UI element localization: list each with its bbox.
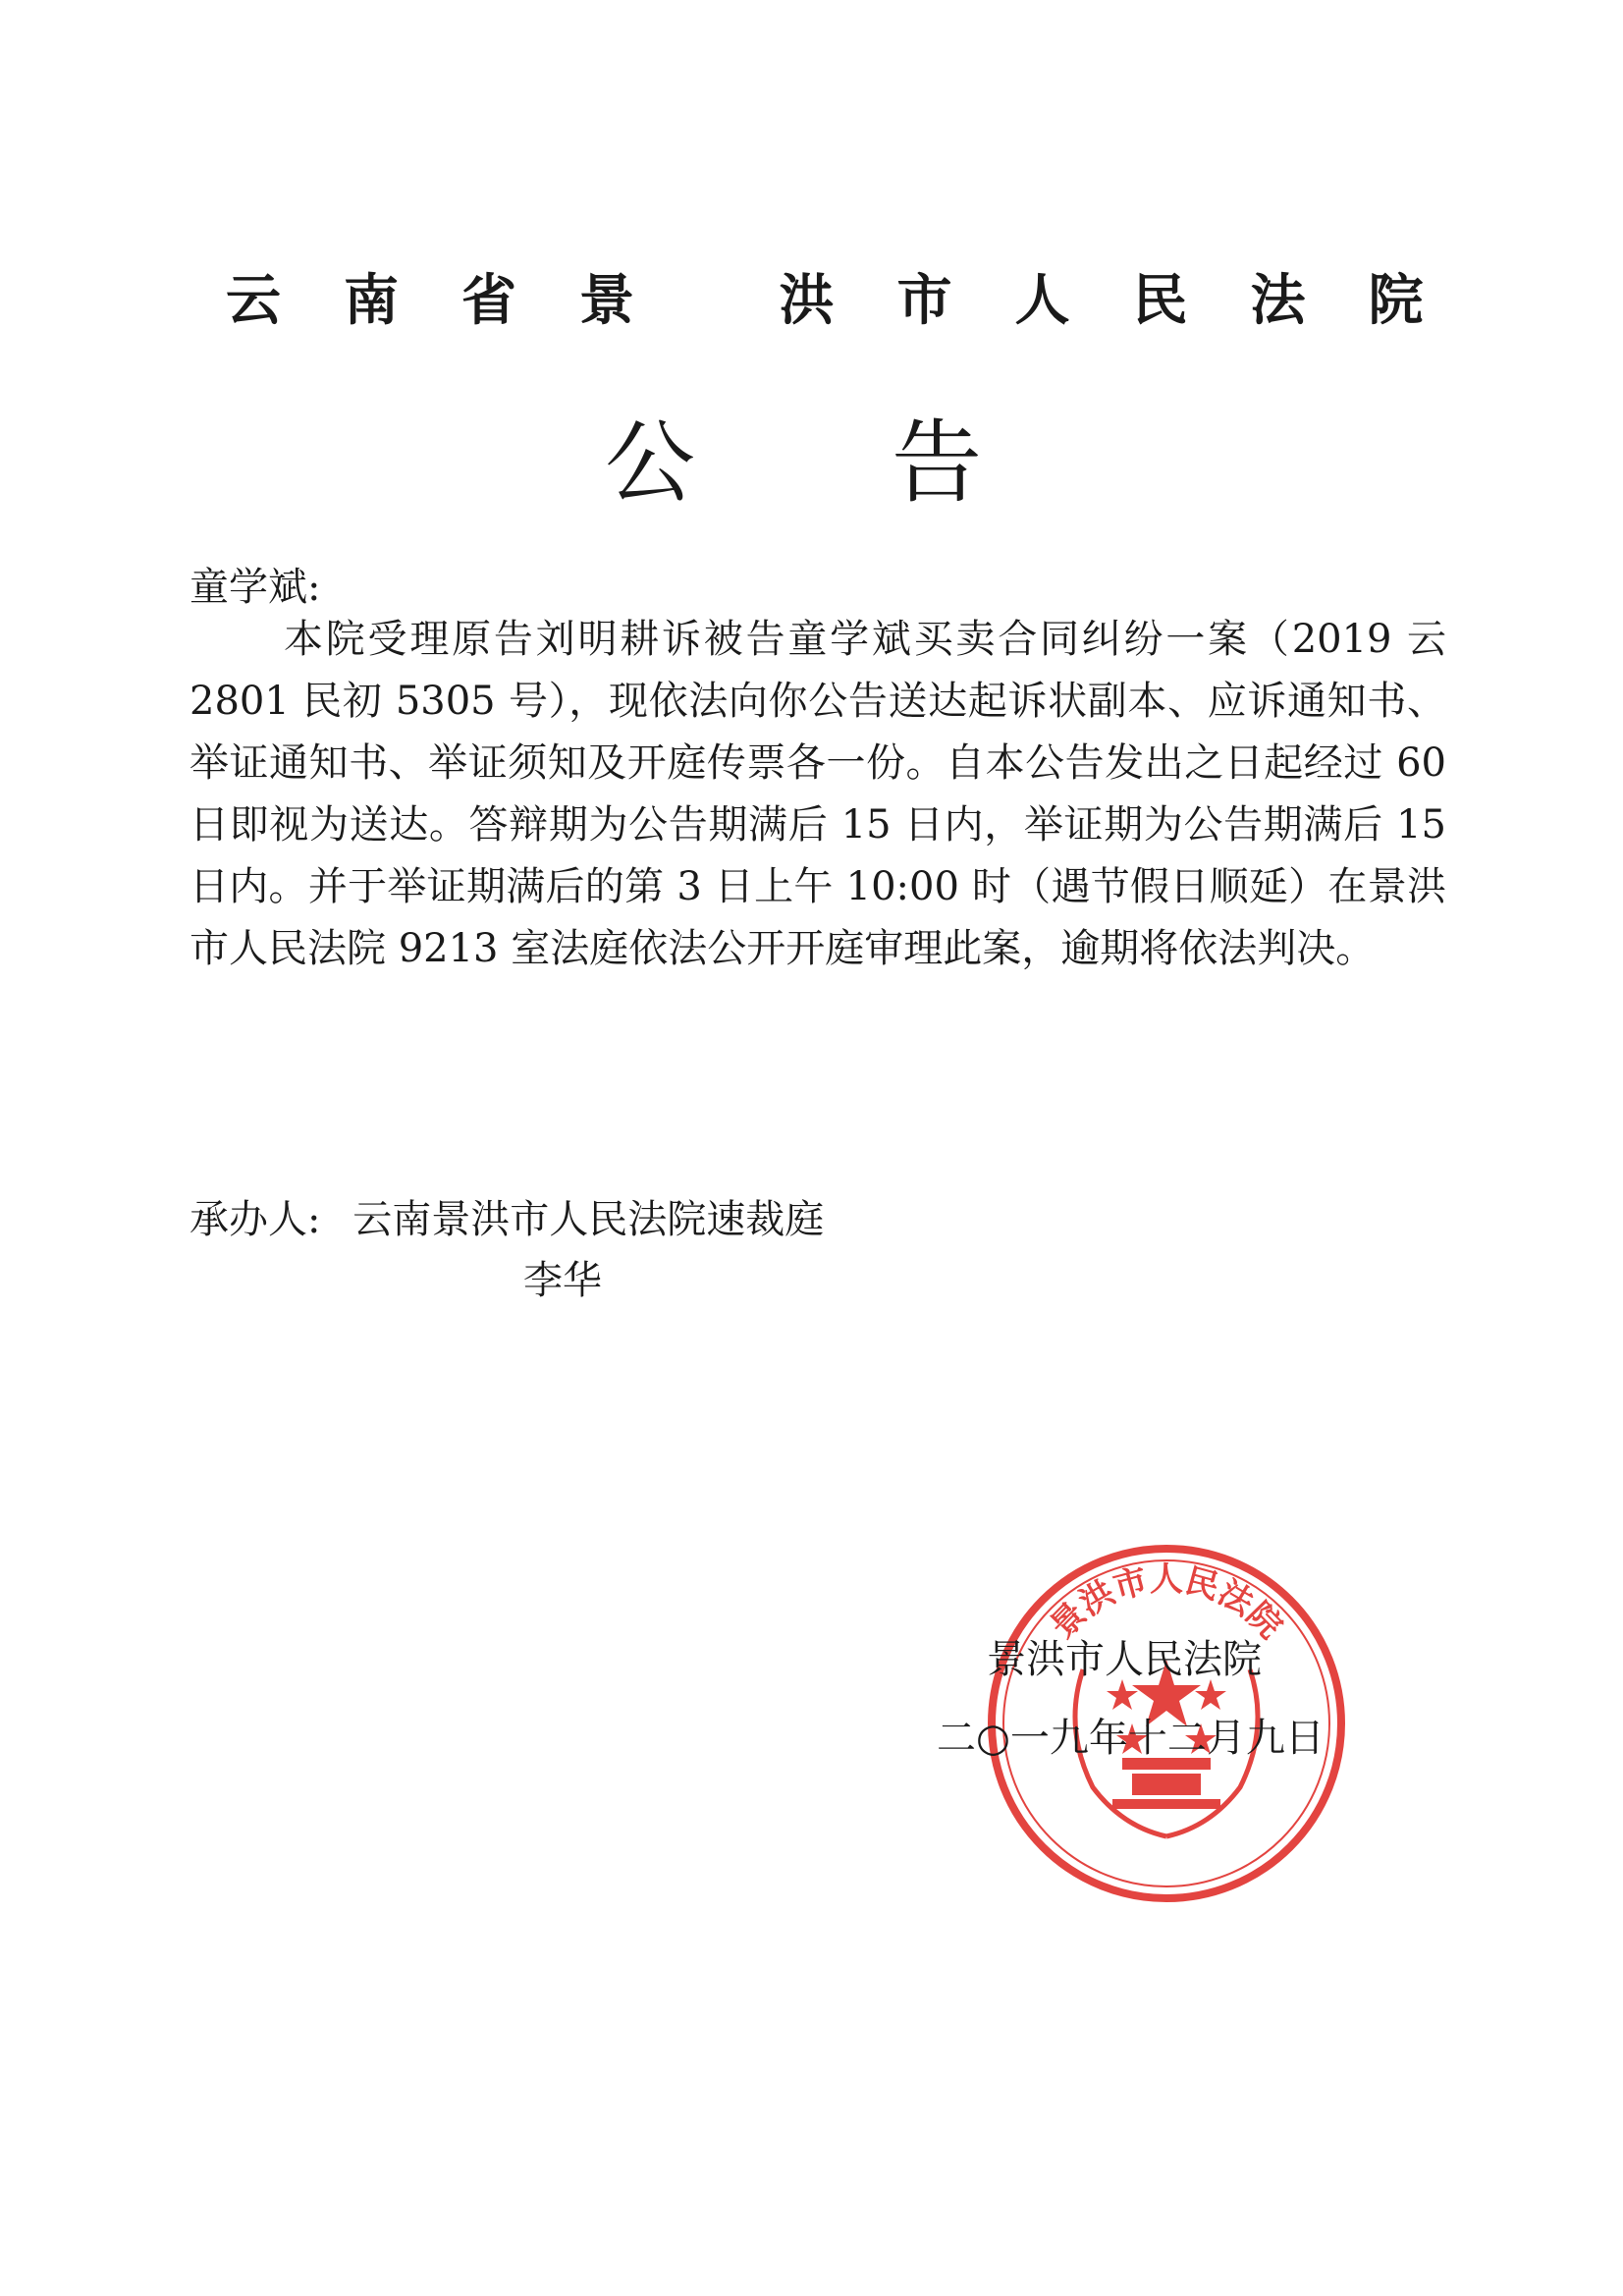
issuer-name: 景洪市人民法院 bbox=[987, 1637, 1262, 1682]
seal-text: 景洪市人民法院 bbox=[1043, 1559, 1290, 1647]
handler-label: 承办人: bbox=[189, 1197, 321, 1242]
notice-heading: 公告 bbox=[605, 410, 1178, 516]
handler-name: 李华 bbox=[523, 1258, 602, 1303]
handler-department: 云南景洪市人民法院速裁庭 bbox=[352, 1197, 825, 1242]
notice-body: 本院受理原告刘明耕诉被告童学斌买卖合同纠纷一案（2019 云 2801 民初 5305 号），现依法向你公告送达起诉状副本、应诉通知书、举证通知书、举证须知及开庭传票各一份。自本公告发出之日起经过 60 日即视为送达。答辩期为公告期满后 15 日内，举证期为公告期满后 15 日内。并于举证期满后的第 3 日上午 10:00 时（遇节假日顺延）在景洪市人民法院 9213 室法庭依法公开开庭审理此案，逾期将依法判决。 bbox=[189, 617, 1446, 971]
court-name-title: 云南省景 洪市人民法院 bbox=[226, 269, 1487, 333]
issue-date: 二○一九年十二月九日 bbox=[937, 1716, 1325, 1761]
handler-row bbox=[189, 1188, 824, 1244]
addressee: 童学斌: bbox=[189, 565, 321, 610]
